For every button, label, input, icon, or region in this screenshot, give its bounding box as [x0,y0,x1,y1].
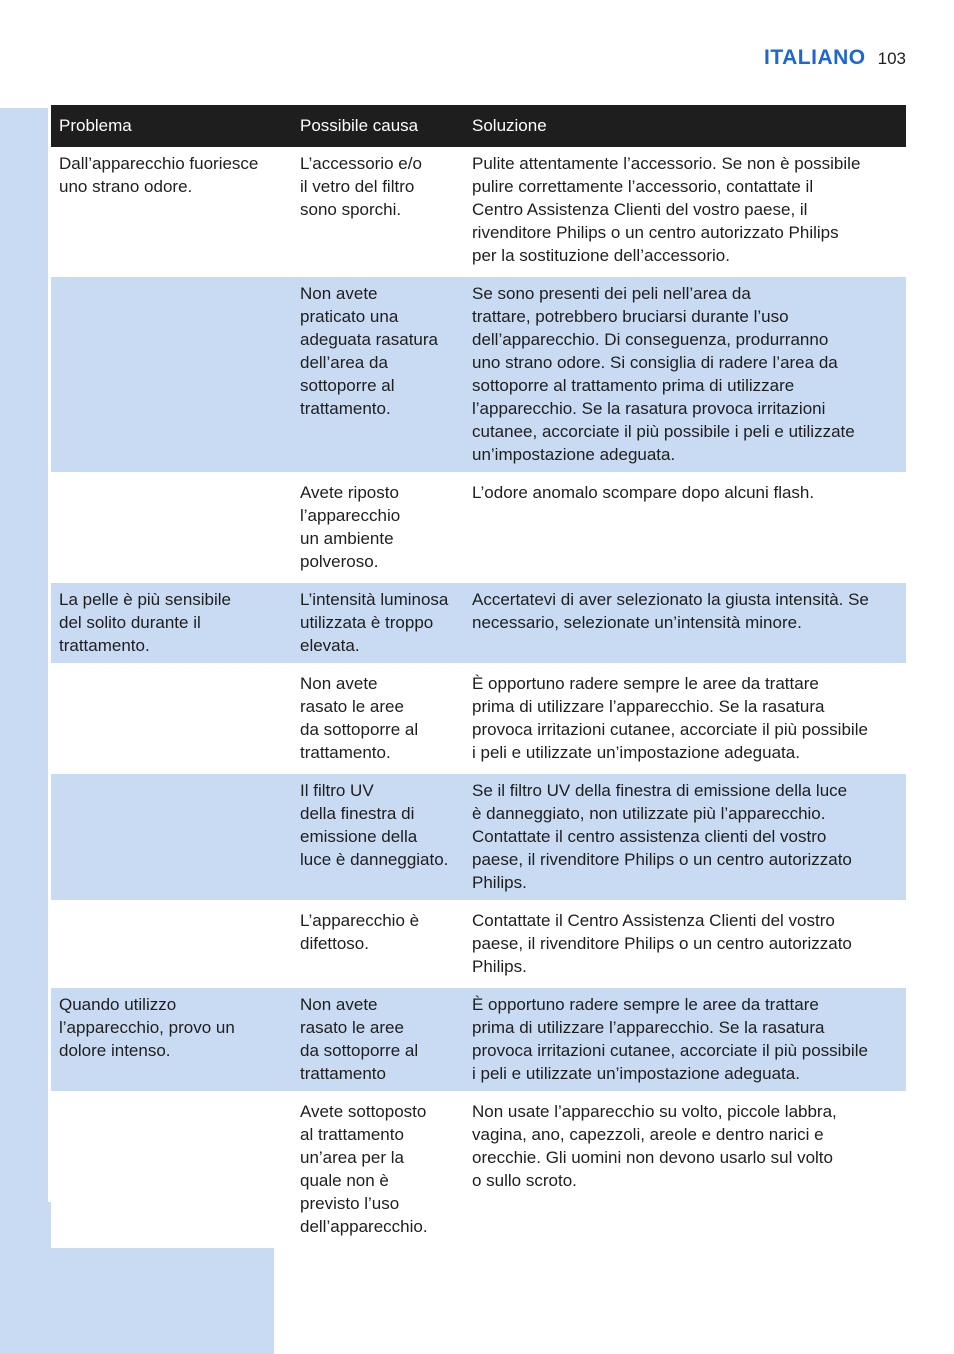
solution-text: Se sono presenti dei peli nell’area da trattare, potrebbero bruciarsi durante l’uso dell’apparecchio. Di conseguenza, produrranno uno strano odore. Si consiglia di radere l’area da sottoporre al trattamento prima di utilizzare l’apparecchio. Se la rasatura provoca irritazioni cutanee, accorciate il più possibile i peli e utilizzate un’impostazione adeguata. [472,284,855,464]
cause-cell [292,1093,464,1246]
cause-text: Avete sottoposto al trattamento un’area per la quale non è previsto l’uso dell’apparecchio. [300,1102,428,1236]
solution-text: È opportuno radere sempre le aree da trattare prima di utilizzare l’apparecchio. Se la rasatura provoca irritazioni cutanee, accorciate il più possibile i peli e utilizzate un’impostazione adeguata. [472,674,868,762]
cause-cell [292,665,464,772]
problem-cell [51,474,292,581]
table-row [51,474,906,581]
table-row [51,665,906,772]
table-row [51,581,906,665]
solution-cell [464,986,906,1093]
language-label: ITALIANO [764,46,866,69]
cause-cell [292,902,464,986]
table-header-row [51,105,906,147]
problem-cell [51,147,292,275]
problem-cell [51,986,292,1093]
troubleshooting-table [51,105,906,1248]
problem-text: La pelle è più sensibile del solito durante il trattamento. [59,590,232,655]
cause-cell [292,986,464,1093]
solution-text: Se il filtro UV della finestra di emissione della luce è danneggiato, non utilizzate più l’apparecchio. Contattate il centro assistenza clienti del vostro paese, il rivenditore Philips o un centro autorizzato Philips. [472,781,852,892]
cause-text: Avete riposto l’apparecchio un ambiente polveroso. [300,483,401,571]
cause-cell [292,772,464,902]
page-number: 103 [877,49,906,68]
cause-text: Non avete rasato le aree da sottoporre al trattamento. [300,674,419,762]
table-row [51,275,906,474]
solution-text: È opportuno radere sempre le aree da trattare prima di utilizzare l’apparecchio. Se la rasatura provoca irritazioni cutanee, accorciate il più possibile i peli e utilizzate un’impostazione adeguata. [472,995,868,1083]
solution-cell [464,665,906,772]
cause-cell [292,474,464,581]
column-header-solution: Soluzione [464,105,906,147]
problem-cell [51,772,292,902]
solution-cell [464,772,906,902]
solution-cell [464,1093,906,1246]
solution-text: Non usate l’apparecchio su volto, piccole labbra, vagina, ano, capezzoli, areole e dentro narici e orecchie. Gli uomini non devono usarlo sul volto o sullo scroto. [472,1102,837,1190]
solution-cell [464,581,906,665]
cause-cell [292,147,464,275]
solution-text: Contattate il Centro Assistenza Clienti del vostro paese, il rivenditore Philips o un centro autorizzato Philips. [472,911,852,976]
column-header-cause: Possibile causa [292,105,464,147]
problem-text: Dall’apparecchio fuoriesce uno strano odore. [59,154,259,196]
solution-cell [464,902,906,986]
table-row [51,1093,906,1246]
table-row [51,902,906,986]
problem-cell [51,902,292,986]
solution-text: Accertatevi di aver selezionato la giusta intensità. Se necessario, selezionate un’intensità minore. [472,590,869,632]
solution-text: Pulite attentamente l’accessorio. Se non è possibile pulire correttamente l’accessorio, contattate il Centro Assistenza Clienti del vostro paese, il rivenditore Philips o un centro autorizzato Philips per la sostituzione dell’accessorio. [472,154,861,265]
cause-cell [292,275,464,474]
problem-cell [51,665,292,772]
cause-cell [292,581,464,665]
problem-cell [51,1093,292,1246]
table-row [51,147,906,275]
cause-text: Non avete praticato una adeguata rasatura dell’area da sottoporre al trattamento. [300,284,438,418]
cause-text: Non avete rasato le aree da sottoporre al trattamento [300,995,419,1083]
solution-cell [464,147,906,275]
solution-text: L’odore anomalo scompare dopo alcuni flash. [472,483,815,502]
page-header [764,46,906,70]
side-color-band [0,108,48,1354]
problem-text: Quando utilizzo l’apparecchio, provo un dolore intenso. [59,995,235,1060]
cause-text: L’apparecchio è difettoso. [300,911,420,953]
solution-cell [464,275,906,474]
column-header-problem: Problema [51,105,292,147]
problem-cell [51,275,292,474]
cause-text: L’intensità luminosa utilizzata è troppo elevata. [300,590,449,655]
cause-text: Il filtro UV della finestra di emissione della luce è danneggiato. [300,781,449,869]
cause-text: L’accessorio e/o il vetro del filtro sono sporchi. [300,154,422,219]
table-row [51,986,906,1093]
problem-cell [51,581,292,665]
solution-cell [464,474,906,581]
table-row [51,772,906,902]
